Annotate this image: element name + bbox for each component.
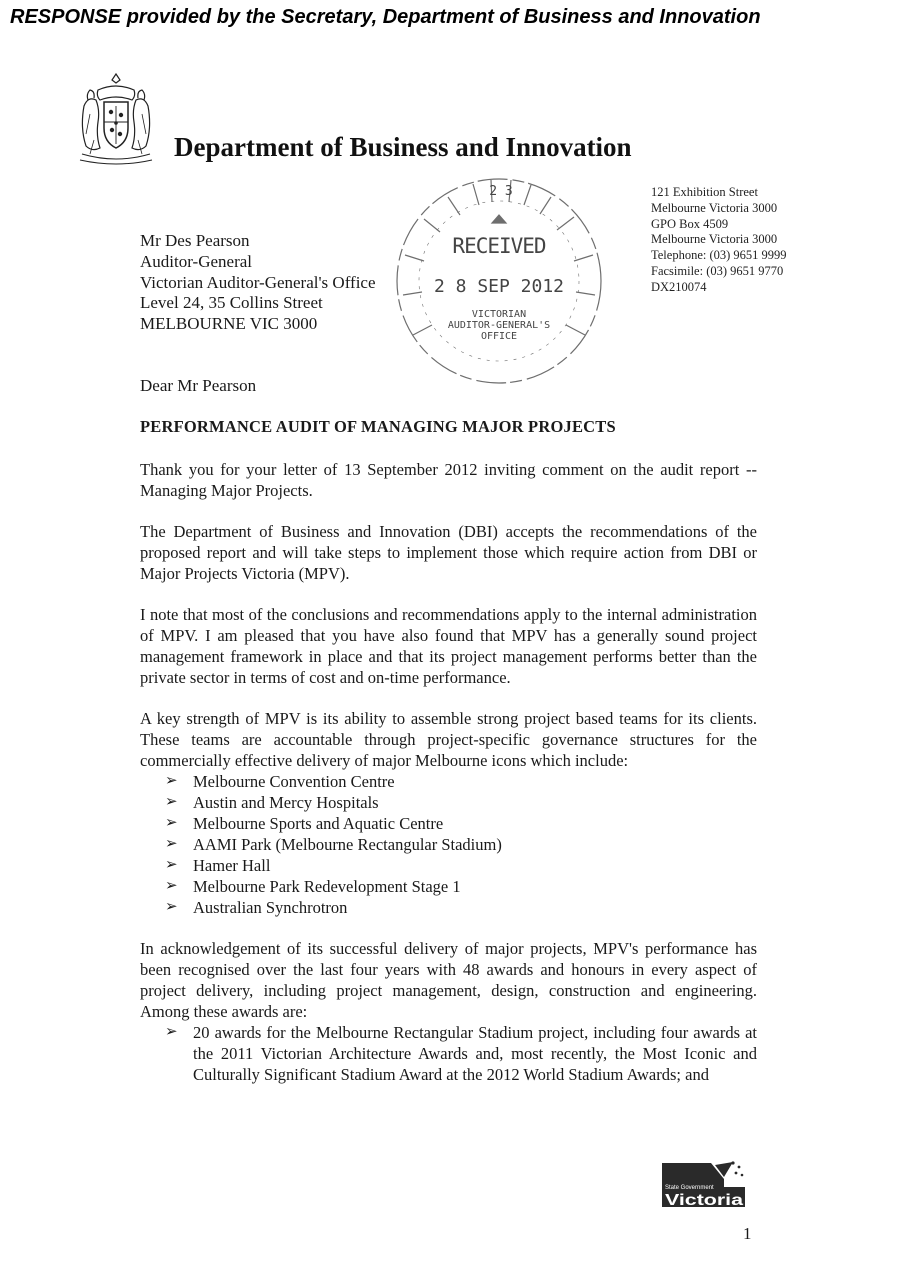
stamp-office-line: AUDITOR-GENERAL'S bbox=[447, 320, 551, 331]
arrow-bullet-icon: ➢ bbox=[165, 878, 178, 894]
department-name: Department of Business and Innovation bbox=[174, 132, 632, 162]
list-item bbox=[140, 792, 757, 813]
arrow-bullet-icon: ➢ bbox=[165, 794, 178, 810]
facsimile-line: Facsimile: (03) 9651 9770 bbox=[651, 263, 784, 278]
recipient-name: Mr Des Pearson bbox=[140, 231, 250, 250]
letter-body bbox=[140, 459, 757, 1105]
letter-subject: PERFORMANCE AUDIT OF MANAGING MAJOR PROJECTS bbox=[140, 417, 616, 436]
dx-line: DX210074 bbox=[651, 279, 707, 294]
coat-of-arms-icon bbox=[76, 70, 156, 166]
stamp-office-line: VICTORIAN bbox=[471, 309, 527, 320]
arrow-bullet-icon: ➢ bbox=[165, 836, 178, 852]
list-item bbox=[140, 1022, 757, 1085]
recipient-city: MELBOURNE VIC 3000 bbox=[140, 314, 318, 334]
victoria-government-logo bbox=[661, 1159, 746, 1209]
telephone-line: Telephone: (03) 9651 9999 bbox=[651, 248, 787, 263]
svg-text:2 3: 2 3 bbox=[489, 184, 513, 199]
recipient-address bbox=[140, 231, 376, 335]
received-stamp bbox=[388, 175, 610, 387]
recipient-street: Level 24, 35 Collins Street bbox=[140, 293, 323, 313]
address-line: Melbourne Victoria 3000 bbox=[651, 200, 778, 215]
list-item-text: AAMI Park (Melbourne Rectangular Stadium) bbox=[193, 835, 502, 854]
list-item bbox=[140, 876, 757, 897]
address-line: Melbourne Victoria 3000 bbox=[651, 232, 778, 247]
recipient-title: Auditor-General bbox=[140, 251, 253, 271]
list-item bbox=[140, 834, 757, 855]
logo-victoria-text: Victoria bbox=[665, 1192, 744, 1209]
list-item-text: Melbourne Convention Centre bbox=[193, 772, 395, 791]
document-banner: RESPONSE provided by the Secretary, Department of Business and Innovation bbox=[10, 6, 761, 28]
arrow-bullet-icon: ➢ bbox=[165, 773, 178, 789]
page-number: 1 bbox=[743, 1224, 752, 1243]
salutation: Dear Mr Pearson bbox=[140, 376, 257, 395]
list-item-text: 20 awards for the Melbourne Rectangular Stadium project, including four awards at the 2011 Victorian Architecture Awards and, most recently, the Most Iconic and Culturally Significant Stadium Award at the 2012 World Stadium Awards; and bbox=[193, 1023, 757, 1084]
stamp-received-text: RECEIVED bbox=[452, 234, 546, 258]
list-item-text: Melbourne Sports and Aquatic Centre bbox=[193, 814, 444, 833]
paragraph: Thank you for your letter of 13 September 2012 inviting comment on the audit report -- Managing Major Projects. bbox=[140, 460, 757, 500]
arrow-bullet-icon: ➢ bbox=[165, 899, 178, 915]
stamp-date: 2 8 SEP 2012 bbox=[433, 276, 565, 297]
address-line: 121 Exhibition Street bbox=[651, 185, 758, 199]
list-item-text: Austin and Mercy Hospitals bbox=[193, 793, 379, 812]
arrow-bullet-icon: ➢ bbox=[165, 1024, 178, 1040]
department-address bbox=[651, 185, 787, 296]
logo-small-text: State Government bbox=[665, 1185, 714, 1191]
address-line: GPO Box 4509 bbox=[651, 216, 729, 231]
paragraph: The Department of Business and Innovation (DBI) accepts the recommendations of the proposed report and will take steps to implement those which require action from DBI or Major Projects Victoria (MPV). bbox=[140, 522, 757, 583]
recipient-office: Victorian Auditor-General's Office bbox=[140, 272, 376, 292]
list-item bbox=[140, 897, 757, 918]
stamp-office-line: OFFICE bbox=[480, 331, 518, 342]
list-item bbox=[140, 855, 757, 876]
list-item bbox=[140, 813, 757, 834]
arrow-bullet-icon: ➢ bbox=[165, 815, 178, 831]
list-item bbox=[140, 771, 757, 792]
paragraph: A key strength of MPV is its ability to assemble strong project based teams for its clients. These teams are accountable through project-specific governance structures for the commercially effective delivery of major Melbourne icons which include: bbox=[140, 709, 757, 770]
paragraph: In acknowledgement of its successful delivery of major projects, MPV's performance has been recognised over the last four years with 48 awards and honours in every aspect of project delivery, including project management, design, construction and engineering. Among these awards are: bbox=[140, 939, 757, 1021]
list-item-text: Australian Synchrotron bbox=[193, 898, 348, 917]
arrow-bullet-icon: ➢ bbox=[165, 857, 178, 873]
awards-list bbox=[140, 1022, 757, 1085]
icons-list bbox=[140, 771, 757, 918]
paragraph: I note that most of the conclusions and recommendations apply to the internal administration of MPV. I am pleased that you have also found that MPV has a generally sound project management framework in place and that its project management performs better than the private sector in terms of cost and on-time performance. bbox=[140, 605, 757, 687]
list-item-text: Melbourne Park Redevelopment Stage 1 bbox=[193, 877, 461, 896]
list-item-text: Hamer Hall bbox=[193, 856, 271, 875]
